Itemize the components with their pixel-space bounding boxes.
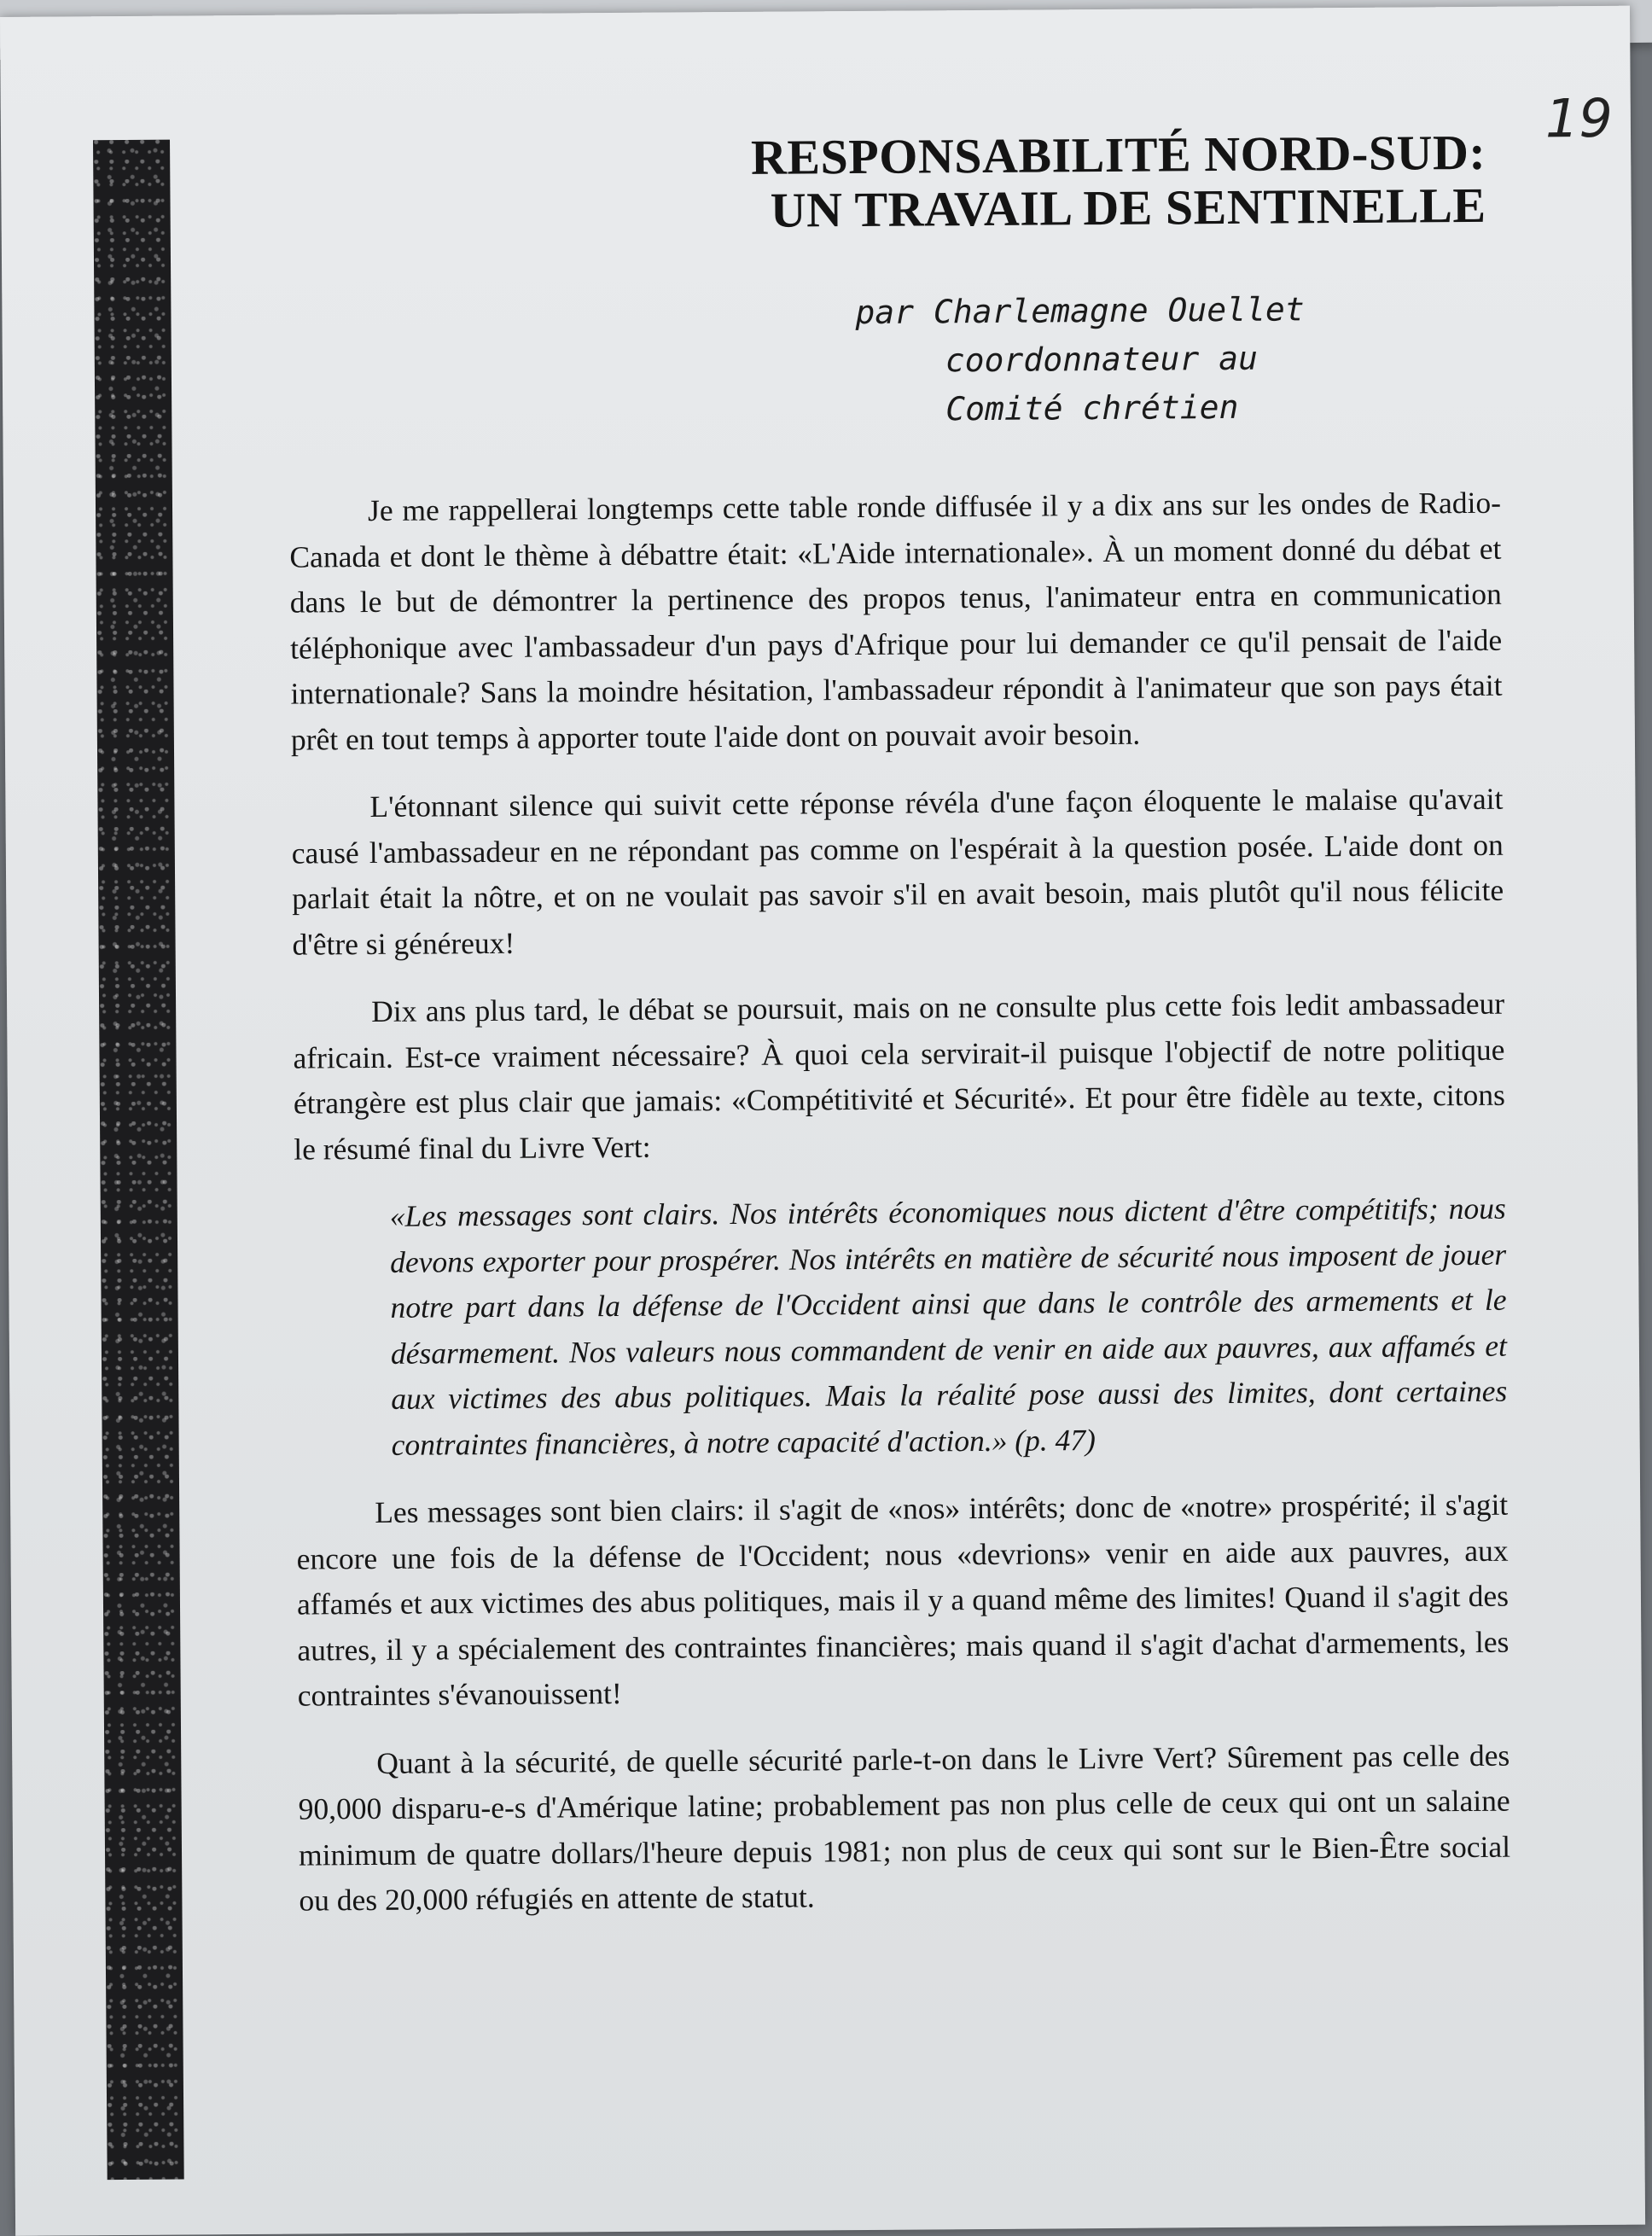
byline-line-1: par Charlemagne Ouellet (855, 290, 1305, 332)
page-number: 19 (1544, 86, 1614, 150)
paragraph-3: Dix ans plus tard, le débat se poursuit, mais on ne consulte plus cette fois ledit ambassadeur africain. Est-ce vraiment nécessaire? À quoi cela servirait-il puisque l'objectif de notre politique étrangère est plus clair que jamais: «Compétitivité et Sécurité». Et pour être fidèle au texte, citons le résumé final du Livre Vert: (293, 986, 1505, 1167)
paragraph-2: L'étonnant silence qui suivit cette réponse révéla d'une façon éloquente le malaise qu'avait causé l'ambassadeur en ne répondant pas comme on l'espérait à la question posée. L'aide dont on parlait était la nôtre, et on ne voulait pas savoir s'il en avait besoin, mais plutôt qu'il nous félicite d'être si généreux! (291, 781, 1504, 962)
byline-line-2: coordonnateur au (945, 339, 1259, 380)
byline-line-3: Comité chrétien (945, 387, 1239, 428)
quoted-excerpt: «Les messages sont clairs. Nos intérêts économiques nous dictent d'être compétitifs; nous devons exporter pour prospérer. Nos intérêts en matière de sécurité nous imposent de jouer notre part dans la défense de l'Occident ainsi que dans le contrôle des armements et le désarmement. Nos valeurs nous commandent de venir en aide aux pauvres, aux affamés et aux victimes des abus politiques. Mais la réalité pose aussi des limites, dont certaines contraintes financières, à notre capacité d'action.» (p. 47) (389, 1191, 1508, 1462)
decorative-side-bar (93, 140, 184, 2181)
paragraph-5: Les messages sont bien clairs: il s'agit de «nos» intérêts; donc de «notre» prospérité; il s'agit encore une fois de la défense de l'Occident; nous «devrions» venir en aide aux pauvres, aux affamés et aux victimes des abus politiques, mais il y a quand même des limites! Quand il s'agit des autres, il y a spécialement des contraintes financières; mais quand il s'agit d'achat d'armements, les contraintes s'évanouissent! (296, 1487, 1509, 1713)
document-page (0, 6, 1645, 2236)
title-line-2: UN TRAVAIL DE SENTINELLE (770, 177, 1486, 238)
article-title (462, 126, 1486, 239)
paragraph-6: Quant à la sécurité, de quelle sécurité parle-t-on dans le Livre Vert? Sûrement pas celle des 90,000 disparu-e-s d'Amérique latine; probablement pas non plus celle de ceux qui ont un salaine minimum de quatre dollars/l'heure depuis 1981; non plus de ceux qui sont sur le Bien-Être social ou des 20,000 réfugiés en attente de statut. (298, 1738, 1511, 1918)
title-line-1: RESPONSABILITÉ NORD-SUD: (750, 124, 1486, 185)
article-body (289, 480, 1511, 1946)
paragraph-1: Je me rappellerai longtemps cette table ronde diffusée il y a dix ans sur les ondes de Radio-Canada et dont le thème à débattre était: «L'Aide internationale». À un moment donné du débat et dans le but de démontrer la pertinence des propos tenus, l'animateur entra en communication téléphonique avec l'ambassadeur d'un pays d'Afrique pour lui demander ce qu'il pensait de l'aide internationale? Sans la moindre hésitation, l'ambassadeur répondit à l'animateur que son pays était prêt en tout temps à apporter toute l'aide dont on pouvait avoir besoin. (289, 485, 1503, 757)
author-byline (855, 285, 1305, 434)
